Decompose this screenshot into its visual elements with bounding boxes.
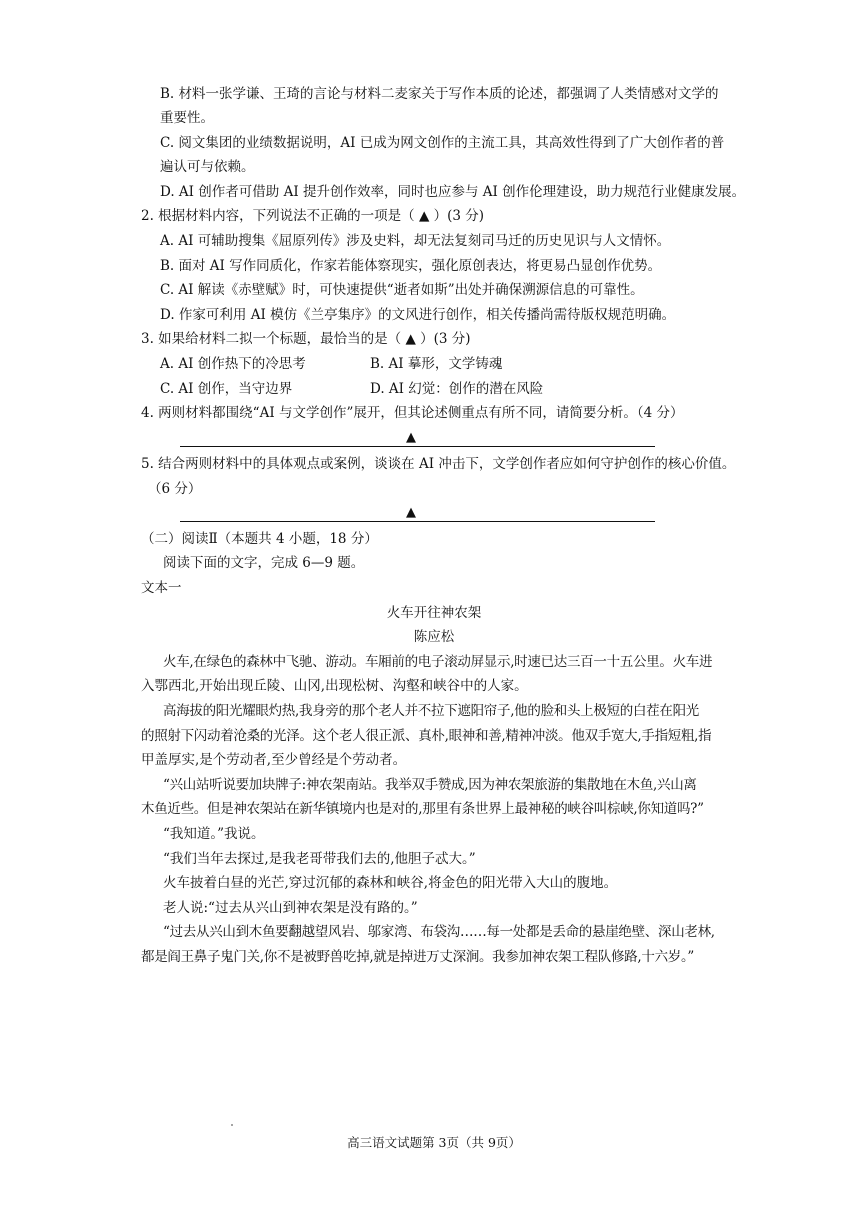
answer-mark: ▲ bbox=[406, 430, 416, 445]
option-line: 重要性。 bbox=[160, 110, 214, 126]
section-heading: （二）阅读Ⅱ（本题共 4 小题，18 分） bbox=[141, 531, 378, 547]
option-a: A. AI 创作热下的冷思考 bbox=[160, 356, 306, 372]
article-line: “我们当年去探过,是我老哥带我们去的,他胆子忒大。” bbox=[163, 851, 476, 867]
option-line: B. 材料一张学谦、王琦的言论与材料二麦家关于写作本质的论述，都强调了人类情感对文学的 bbox=[160, 86, 719, 102]
article-title: 火车开往神农架 bbox=[386, 605, 482, 621]
answer-line bbox=[180, 521, 655, 522]
answer-mark: ▲ bbox=[406, 505, 416, 520]
page-footer: 高三语文试题第 3页（共 9页） bbox=[347, 1135, 521, 1150]
article-line: “我知道。”我说。 bbox=[163, 826, 265, 842]
article-line: “过去从兴山到木鱼要翻越望风岩、邬家湾、布袋沟……每一处都是丢命的悬崖绝壁、深山老林, bbox=[163, 924, 715, 940]
question-5: 5. 结合两则材料中的具体观点或案例，谈谈在 AI 冲击下，文学创作者应如何守护创作的核心价值。 bbox=[141, 456, 736, 472]
option-line: A. AI 可辅助搜集《屈原列传》涉及史料，却无法复刻司马迁的历史见识与人文情怀。 bbox=[160, 233, 671, 249]
text-label: 文本一 bbox=[141, 580, 182, 596]
option-line: C. AI 解读《赤壁赋》时，可快速提供“逝者如斯”出处并确保溯源信息的可靠性。 bbox=[160, 282, 644, 298]
article-line: 火车,在绿色的森林中飞驰、游动。车厢前的电子滚动屏显示,时速已达三百一十五公里。火车进 bbox=[163, 654, 713, 670]
option-line: C. 阅文集团的业绩数据说明，AI 已成为网文创作的主流工具，其高效性得到了广大创作者的普 bbox=[160, 135, 725, 151]
instruction: 阅读下面的文字，完成 6—9 题。 bbox=[163, 555, 365, 571]
question-5-score: （6 分） bbox=[148, 481, 202, 497]
option-b: B. AI 摹形，文学铸魂 bbox=[370, 356, 503, 372]
question-2: 2. 根据材料内容，下列说法不正确的一项是（ ▲ ）(3 分) bbox=[141, 208, 485, 224]
answer-line bbox=[180, 446, 655, 447]
option-line: 遍认可与依赖。 bbox=[160, 159, 255, 175]
article-line: 甲盖厚实,是个劳动者,至少曾经是个劳动者。 bbox=[141, 752, 407, 768]
option-line: B. 面对 AI 写作同质化，作家若能体察现实，强化原创表达，将更易凸显创作优势。 bbox=[160, 258, 662, 274]
article-line: 木鱼近些。但是神农架站在新华镇境内也是对的,那里有条世界上最神秘的峡谷叫棕峡,你知道吗?” bbox=[141, 801, 704, 817]
article-line: “兴山站听说要加块牌子:神农架南站。我举双手赞成,因为神农架旅游的集散地在木鱼,兴山离 bbox=[163, 777, 697, 793]
article-author: 陈应松 bbox=[413, 629, 455, 645]
question-3: 3. 如果给材料二拟一个标题，最恰当的是（ ▲ ）(3 分) bbox=[141, 331, 471, 347]
option-line: D. AI 创作者可借助 AI 提升创作效率，同时也应参与 AI 创作伦理建设，助力规范行业健康发展。 bbox=[160, 184, 746, 200]
article-line: 入鄂西北,开始出现丘陵、山冈,出现松树、沟壑和峡谷中的人家。 bbox=[141, 678, 528, 694]
option-c: C. AI 创作，当守边界 bbox=[160, 381, 293, 397]
question-4: 4. 两则材料都围绕“AI 与文学创作”展开，但其论述侧重点有所不同，请简要分析。（4 分） bbox=[141, 405, 684, 421]
article-line: 的照射下闪动着沧桑的光泽。这个老人很正派、真朴,眼神和善,精神冲淡。他双手宽大,手指短粗,指 bbox=[141, 728, 712, 744]
article-line: 老人说:“过去从兴山到神农架是没有路的。” bbox=[163, 900, 418, 916]
option-d: D. AI 幻觉：创作的潜在风险 bbox=[370, 381, 544, 397]
scan-dot bbox=[231, 1124, 233, 1126]
article-line: 火车披着白昼的光芒,穿过沉郁的森林和峡谷,将金色的阳光带入大山的腹地。 bbox=[163, 875, 618, 891]
article-line: 高海拔的阳光耀眼灼热,我身旁的那个老人并不拉下遮阳帘子,他的脸和头上极短的白茬在阳光 bbox=[163, 703, 699, 719]
option-line: D. 作家可利用 AI 模仿《兰亭集序》的文风进行创作，相关传播尚需待版权规范明确。 bbox=[160, 307, 676, 323]
article-line: 都是阎王鼻子鬼门关,你不是被野兽吃掉,就是掉进万丈深涧。我参加神农架工程队修路,十六岁。” bbox=[141, 949, 695, 965]
